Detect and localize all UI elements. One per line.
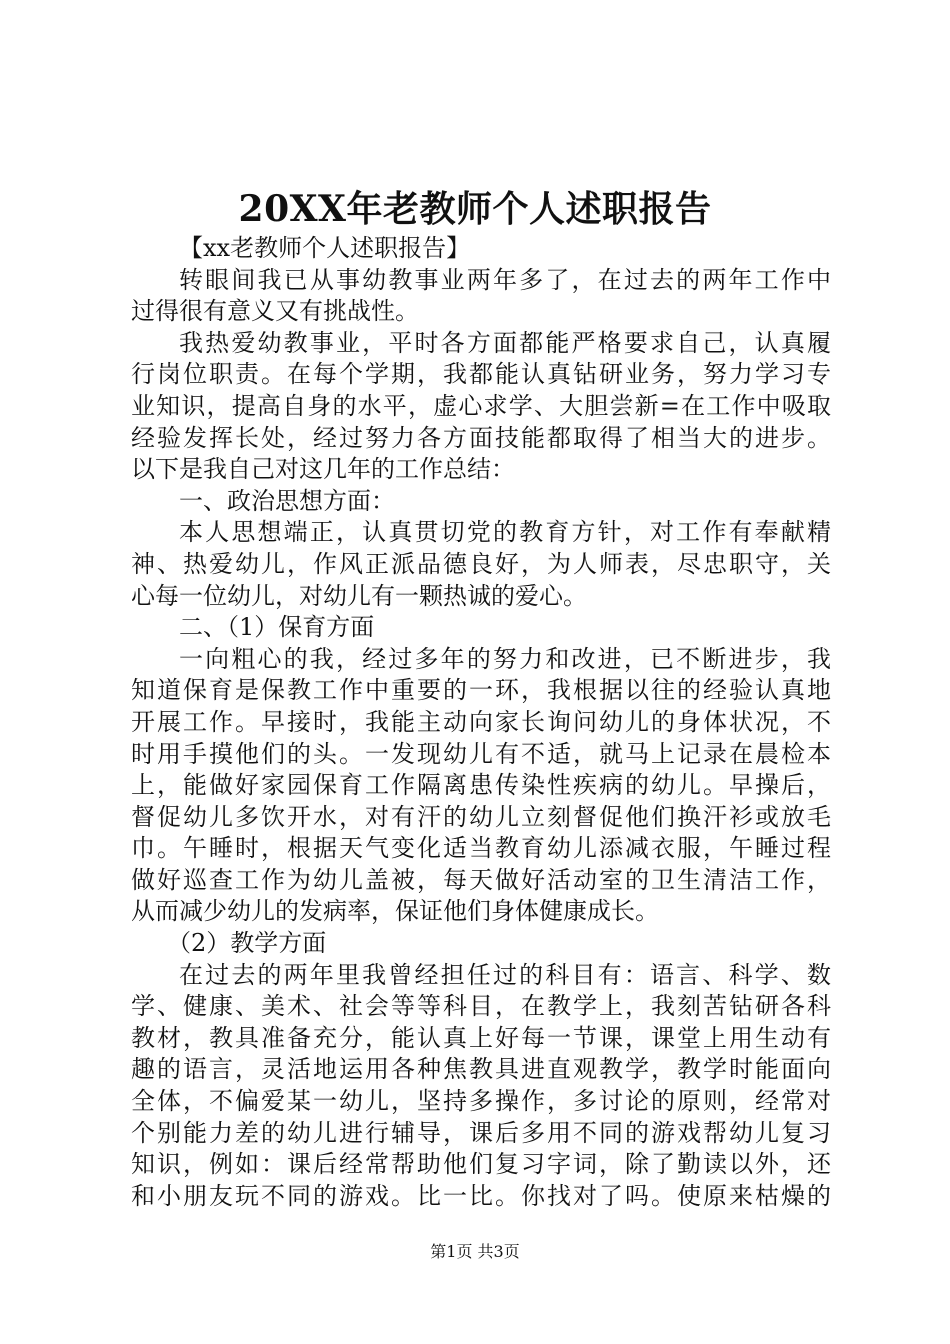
text-line: （2）教学方面 xyxy=(167,929,327,958)
document-title: 20XX年老教师个人述职报告 xyxy=(238,188,712,230)
text-line: 从而减少幼儿的发病率，保证他们身体健康成长。 xyxy=(131,897,659,926)
text-line: 过得很有意义又有挑战性。 xyxy=(131,297,419,326)
text-line: 在过去的两年里我曾经担任过的科目有：语言、科学、数 xyxy=(179,960,831,989)
text-line: 神、热爱幼儿，作风正派品德良好，为人师表，尽忠职守，关 xyxy=(131,549,831,578)
text-line: 做好巡查工作为幼儿盖被，每天做好活动室的卫生清洁工作， xyxy=(131,865,831,894)
text-line: 二、（1）保育方面 xyxy=(179,613,375,642)
text-line: 时用手摸他们的头。一发现幼儿有不适，就马上记录在晨检本 xyxy=(131,739,831,768)
text-line: 开展工作。早接时，我能主动向家长询问幼儿的身体状况，不 xyxy=(131,707,831,736)
text-line: 本人思想端正，认真贯切党的教育方针，对工作有奉献精 xyxy=(179,518,831,547)
text-line: 督促幼儿多饮开水，对有汗的幼儿立刻督促他们换汗衫或放毛 xyxy=(131,802,831,831)
text-line: 巾。午睡时，根据天气变化适当教育幼儿添减衣服，午睡过程 xyxy=(131,834,831,863)
page-footer: 第1页 共3页 xyxy=(430,1242,520,1261)
text-line: 个别能力差的幼儿进行辅导，课后多用不同的游戏帮幼儿复习 xyxy=(131,1118,831,1147)
text-line: 经验发挥长处，经过努力各方面技能都取得了相当大的进步。 xyxy=(131,423,831,452)
text-line: 一、政治思想方面： xyxy=(179,486,395,515)
text-line: 教材，教具准备充分，能认真上好每一节课，课堂上用生动有 xyxy=(131,1023,831,1052)
text-line: 我热爱幼教事业，平时各方面都能严格要求自己，认真履 xyxy=(179,328,831,357)
text-line: 和小朋友玩不同的游戏。比一比。你找对了吗。使原来枯燥的 xyxy=(131,1181,831,1210)
text-line: 以下是我自己对这几年的工作总结： xyxy=(131,455,515,484)
text-line: 上，能做好家园保育工作隔离患传染性疾病的幼儿。早操后， xyxy=(131,771,831,800)
document-body xyxy=(131,233,831,1212)
text-line: 知道保育是保教工作中重要的一环，我根据以往的经验认真地 xyxy=(131,676,831,705)
text-line: 行岗位职责。在每个学期，我都能认真钻研业务，努力学习专 xyxy=(131,360,831,389)
text-line: 业知识，提高自身的水平，虚心求学、大胆尝新=在工作中吸取 xyxy=(131,391,831,420)
text-line: 一向粗心的我，经过多年的努力和改进，已不断进步，我 xyxy=(179,644,831,673)
text-line: 全体，不偏爱某一幼儿，坚持多操作，多讨论的原则，经常对 xyxy=(131,1087,831,1116)
text-line: 学、健康、美术、社会等等科目，在教学上，我刻苦钻研各科 xyxy=(131,992,831,1021)
text-line: 【xx老教师个人述职报告】 xyxy=(179,234,471,262)
text-line: 转眼间我已从事幼教事业两年多了，在过去的两年工作中 xyxy=(179,265,831,294)
text-line: 知识，例如：课后经常帮助他们复习字词，除了勤读以外，还 xyxy=(131,1150,831,1179)
text-line: 心每一位幼儿，对幼儿有一颗热诚的爱心。 xyxy=(131,581,587,610)
text-line: 趣的语言，灵活地运用各种焦教具进直观教学，教学时能面向 xyxy=(131,1055,831,1084)
